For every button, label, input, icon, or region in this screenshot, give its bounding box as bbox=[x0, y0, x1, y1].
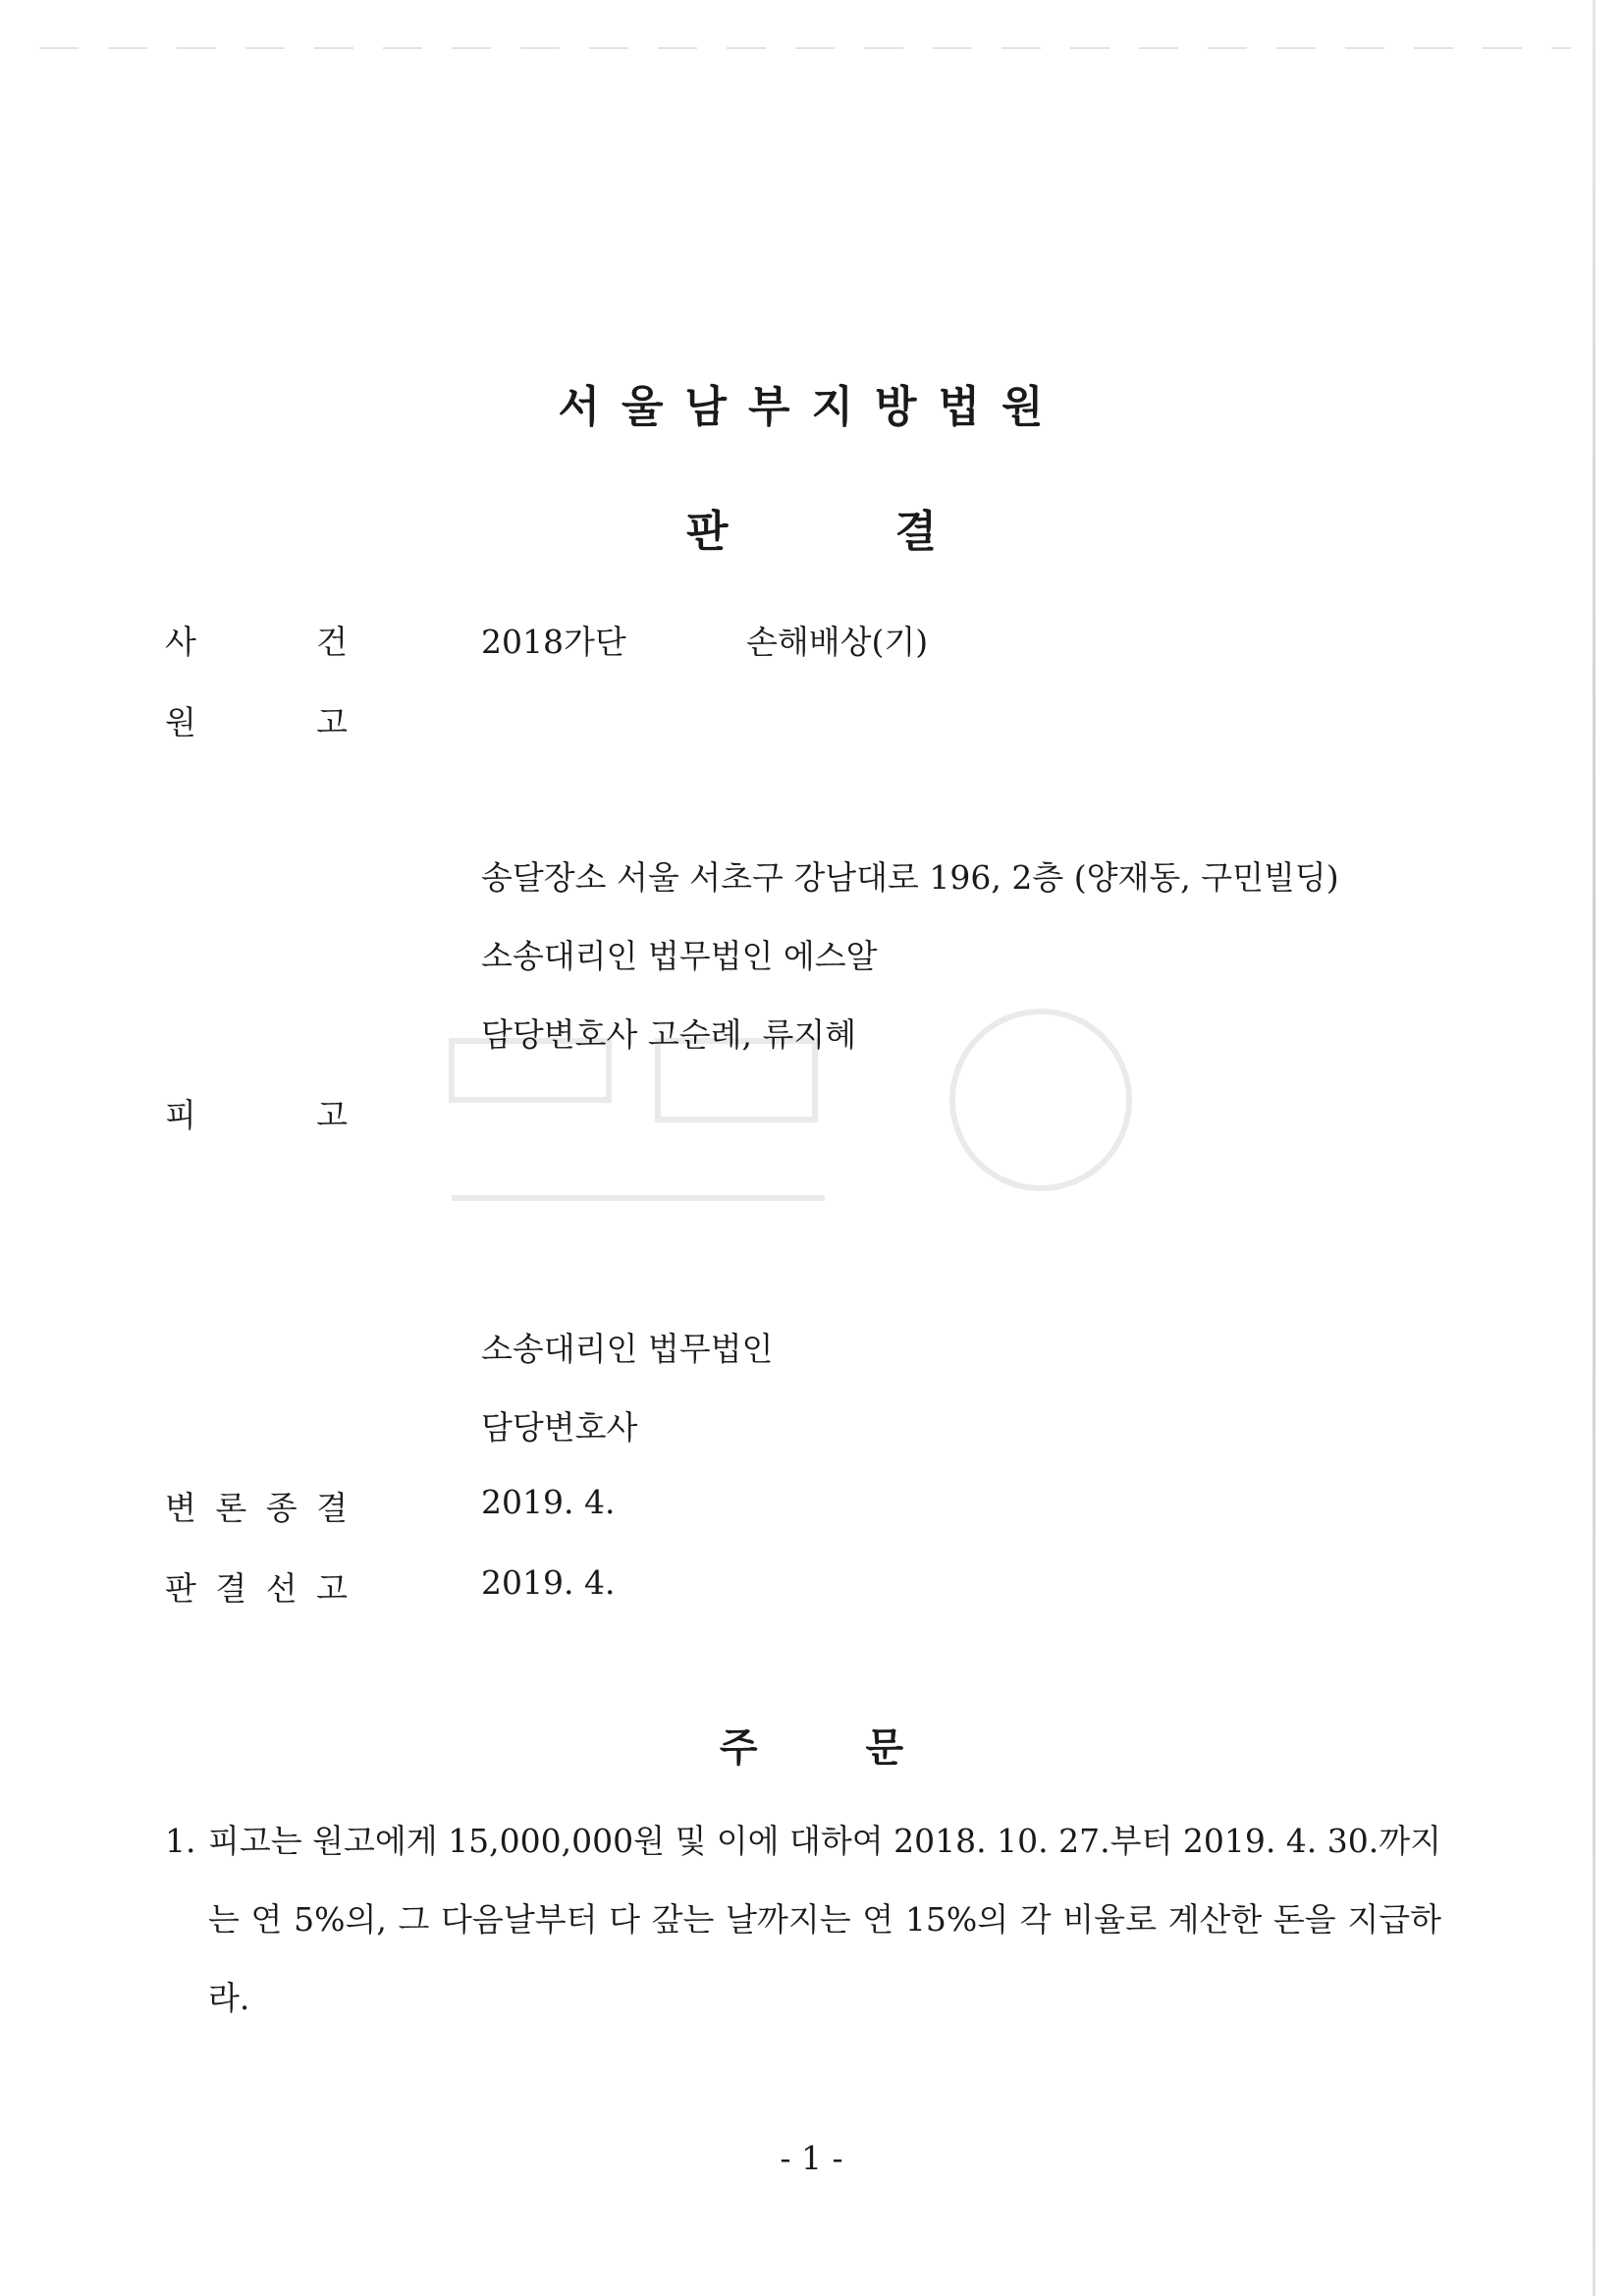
judgment-date: 2019. 4. bbox=[481, 1563, 616, 1602]
defendant-counsel: 소송대리인 법무법인 bbox=[481, 1330, 774, 1368]
case-number: 2018가단 bbox=[481, 623, 626, 661]
plaintiff-label bbox=[165, 697, 348, 743]
plaintiff-label-char: 고 bbox=[316, 703, 348, 741]
defendant-label-char: 피 bbox=[165, 1096, 196, 1134]
faint-stamp bbox=[432, 1002, 1139, 1267]
judgment-date-label-char: 판 bbox=[165, 1569, 196, 1608]
defendant-attorneys: 담당변호사 bbox=[481, 1408, 638, 1447]
case-name: 손해배상(기) bbox=[746, 623, 929, 661]
case-label bbox=[165, 617, 348, 663]
case-label-char: 건 bbox=[316, 623, 348, 661]
hearing-end-label-char: 종 bbox=[265, 1489, 298, 1527]
defendant-label-char: 고 bbox=[316, 1096, 348, 1134]
judgment-date-label-char: 선 bbox=[265, 1569, 298, 1608]
scan-artifact bbox=[39, 47, 1571, 49]
hearing-end-label bbox=[165, 1483, 348, 1529]
court-name: 서울남부지방법원 bbox=[558, 382, 1065, 432]
plaintiff-label-char: 원 bbox=[165, 703, 196, 741]
judgment-date-label-char: 결 bbox=[215, 1569, 247, 1608]
plaintiff-attorneys: 담당변호사 고순례, 류지혜 bbox=[481, 1015, 857, 1054]
page-edge bbox=[1593, 0, 1596, 2296]
hearing-end-label-char: 론 bbox=[215, 1489, 247, 1527]
order-item bbox=[165, 1802, 1441, 2038]
document-title: 판결 bbox=[685, 507, 1104, 557]
defendant-label bbox=[165, 1090, 348, 1136]
order-heading: 주문 bbox=[719, 1725, 1012, 1771]
hearing-end-label-char: 변 bbox=[165, 1489, 196, 1527]
order-item-text: 피고는 원고에게 15,000,000원 및 이에 대하여 2018. 10. 27.부터 2019. 4. 30.까지는 연 5%의, 그 다음날부터 다 갚는 날까지는 연 15%의 각 비율로 계산한 돈을 지급하라. bbox=[208, 1822, 1442, 2017]
hearing-end-label-char: 결 bbox=[316, 1489, 348, 1527]
judgment-date-label bbox=[165, 1563, 348, 1610]
case-label-char: 사 bbox=[165, 623, 196, 661]
order-item-number: 1. bbox=[165, 1822, 196, 1860]
judgment-date-label-char: 고 bbox=[316, 1569, 348, 1608]
page-number: - 1 - bbox=[780, 2139, 843, 2177]
plaintiff-counsel: 소송대리인 법무법인 에스알 bbox=[481, 937, 878, 975]
hearing-end-date: 2019. 4. bbox=[481, 1483, 616, 1521]
plaintiff-address: 송달장소 서울 서초구 강남대로 196, 2층 (양재동, 구민빌딩) bbox=[481, 858, 1339, 897]
